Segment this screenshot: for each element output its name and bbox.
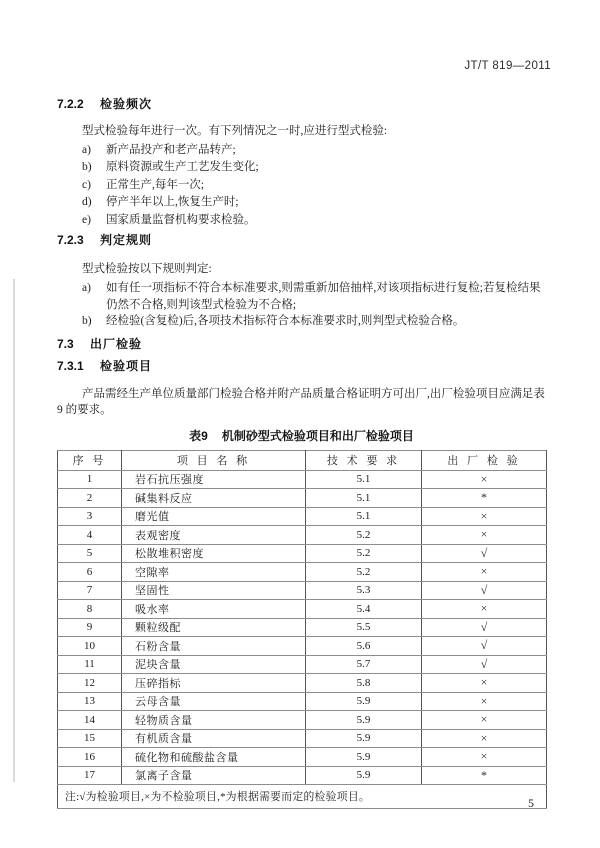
section-number: 7.2.2 xyxy=(57,97,84,111)
cell-factory: √ xyxy=(422,581,547,600)
cell-no: 17 xyxy=(58,766,122,785)
cell-name: 云母含量 xyxy=(122,692,306,711)
table-header-row xyxy=(58,450,547,470)
cell-req: 5.2 xyxy=(306,563,422,582)
cell-name: 坚固性 xyxy=(122,581,306,600)
cell-factory: × xyxy=(422,711,547,730)
section-title: 出厂检验 xyxy=(90,336,143,351)
cell-no: 11 xyxy=(58,655,122,674)
list-item-label: a) xyxy=(82,282,91,295)
list-item-label: b) xyxy=(82,315,92,328)
table-row xyxy=(58,507,547,526)
cell-req: 5.1 xyxy=(306,470,422,489)
cell-name: 磨光值 xyxy=(122,507,306,526)
section-heading-723 xyxy=(57,233,546,247)
cell-factory: × xyxy=(422,600,547,619)
table-note-row xyxy=(58,785,547,809)
section-heading-73 xyxy=(57,337,546,351)
list-item-text: 新产品投产和老产品转产; xyxy=(106,144,236,156)
cell-req: 5.1 xyxy=(306,489,422,508)
section-title: 检验频次 xyxy=(100,97,153,111)
cell-factory: × xyxy=(422,692,547,711)
cell-name: 氯离子含量 xyxy=(122,766,306,785)
cell-req: 5.7 xyxy=(306,655,422,674)
list-item-label: a) xyxy=(82,144,91,156)
table-row xyxy=(58,729,547,748)
section-title: 检验项目 xyxy=(100,358,153,373)
cell-req: 5.9 xyxy=(306,748,422,767)
column-header-no: 序 号 xyxy=(58,450,122,470)
cell-name: 吸水率 xyxy=(122,600,306,619)
cell-no: 5 xyxy=(58,544,122,563)
list-item xyxy=(82,280,546,313)
table-row xyxy=(58,600,547,619)
cell-factory: × xyxy=(422,507,547,526)
cell-no: 7 xyxy=(58,581,122,600)
list-item xyxy=(82,142,546,159)
list-item-text: 停产半年以上,恢复生产时; xyxy=(106,196,239,209)
cell-no: 6 xyxy=(58,563,122,582)
cell-req: 5.3 xyxy=(306,581,422,600)
cell-no: 16 xyxy=(58,748,122,767)
table-row xyxy=(58,637,547,656)
cell-no: 8 xyxy=(58,600,122,619)
cell-req: 5.1 xyxy=(306,507,422,526)
cell-factory: × xyxy=(422,563,547,582)
cell-no: 2 xyxy=(58,489,122,508)
cell-name: 硫化物和硫酸盐含量 xyxy=(122,748,306,767)
cell-req: 5.4 xyxy=(306,600,422,619)
table-row xyxy=(58,748,547,767)
table-row xyxy=(58,563,547,582)
column-header-name: 项 目 名 称 xyxy=(122,450,306,470)
list-item-label: c) xyxy=(82,178,91,191)
list-item-text: 国家质量监督机构要求检验。 xyxy=(106,213,256,226)
table-row xyxy=(58,711,547,730)
cell-name: 泥块含量 xyxy=(122,655,306,674)
cell-req: 5.9 xyxy=(306,729,422,748)
list-item-text: 原料资源或生产工艺发生变化; xyxy=(106,161,259,174)
section-722-intro: 型式检验每年进行一次。有下列情况之一时,应进行型式检验: xyxy=(82,125,388,137)
cell-factory: × xyxy=(422,729,547,748)
section-722-list xyxy=(82,142,546,229)
list-item-text: 如有任一项指标不符合本标准要求,则需重新加倍抽样,对该项指标进行复检;若复检结果仍然不合格,则判该型式检验为不合格; xyxy=(106,282,541,311)
list-item-text: 正常生产,每年一次; xyxy=(106,178,205,191)
cell-req: 5.8 xyxy=(306,674,422,693)
cell-name: 空隙率 xyxy=(122,563,306,582)
section-heading-731 xyxy=(57,359,546,373)
cell-req: 5.2 xyxy=(306,526,422,545)
cell-factory: √ xyxy=(422,637,547,656)
cell-factory: × xyxy=(422,674,547,693)
scan-artifact-line xyxy=(13,279,15,782)
table-caption-title: 机制砂型式检验项目和出厂检验项目 xyxy=(221,428,414,443)
cell-name: 岩石抗压强度 xyxy=(122,470,306,489)
cell-req: 5.5 xyxy=(306,618,422,637)
cell-factory: √ xyxy=(422,655,547,674)
cell-no: 14 xyxy=(58,711,122,730)
section-heading-722 xyxy=(57,97,546,111)
cell-req: 5.9 xyxy=(306,766,422,785)
section-731-paragraph: 产品需经生产单位质量部门检验合格并附产品质量合格证明方可出厂,出厂检验项目应满足表 9 的要求。 xyxy=(57,387,545,417)
cell-name: 有机质含量 xyxy=(122,729,306,748)
cell-no: 9 xyxy=(58,618,122,637)
cell-name: 轻物质含量 xyxy=(122,711,306,730)
cell-name: 颗粒级配 xyxy=(122,618,306,637)
cell-name: 压碎指标 xyxy=(122,674,306,693)
section-723-intro: 型式检验按以下规则判定: xyxy=(82,263,212,276)
list-item xyxy=(82,212,546,229)
page-number: 5 xyxy=(528,796,534,810)
cell-factory: × xyxy=(422,526,547,545)
section-number: 7.3.1 xyxy=(57,358,84,373)
cell-name: 石粉含量 xyxy=(122,637,306,656)
cell-name: 碱集料反应 xyxy=(122,489,306,508)
cell-req: 5.6 xyxy=(306,637,422,656)
section-title: 判定规则 xyxy=(100,233,153,248)
table-row xyxy=(58,489,547,508)
list-item-text: 经检验(含复检)后,各项技术指标符合本标准要求时,则判型式检验合格。 xyxy=(106,315,465,328)
table-row xyxy=(58,581,547,600)
list-item xyxy=(82,194,546,211)
standard-code: JT/T 819—2011 xyxy=(464,60,551,72)
cell-no: 4 xyxy=(58,526,122,545)
cell-name: 松散堆积密度 xyxy=(122,544,306,563)
cell-factory: √ xyxy=(422,618,547,637)
cell-no: 10 xyxy=(58,637,122,656)
table-note: 注:√为检验项目,×为不检验项目,*为根据需要而定的检验项目。 xyxy=(58,785,547,809)
cell-factory: × xyxy=(422,748,547,767)
cell-req: 5.9 xyxy=(306,692,422,711)
table-caption-label: 表9 xyxy=(189,428,208,443)
list-item-label: d) xyxy=(82,196,92,209)
column-header-req: 技 术 要 求 xyxy=(306,450,422,470)
cell-factory: * xyxy=(422,766,547,785)
cell-no: 13 xyxy=(58,692,122,711)
list-item xyxy=(82,177,546,194)
list-item xyxy=(82,313,546,330)
cell-req: 5.2 xyxy=(306,544,422,563)
cell-name: 表观密度 xyxy=(122,526,306,545)
cell-no: 1 xyxy=(58,470,122,489)
list-item-label: b) xyxy=(82,161,92,174)
table-row xyxy=(58,692,547,711)
table-row xyxy=(58,674,547,693)
table-caption xyxy=(57,429,546,443)
section-number: 7.2.3 xyxy=(57,233,84,248)
table-row xyxy=(58,655,547,674)
column-header-factory: 出 厂 检 验 xyxy=(422,450,547,470)
table-9 xyxy=(57,450,547,810)
cell-no: 3 xyxy=(58,507,122,526)
list-item-label: e) xyxy=(82,213,91,226)
table-row xyxy=(58,470,547,489)
section-number: 7.3 xyxy=(57,336,74,351)
table-row xyxy=(58,618,547,637)
cell-factory: √ xyxy=(422,544,547,563)
cell-factory: × xyxy=(422,470,547,489)
cell-no: 15 xyxy=(58,729,122,748)
cell-req: 5.9 xyxy=(306,711,422,730)
table-row xyxy=(58,544,547,563)
page-content xyxy=(57,97,546,809)
list-item xyxy=(82,159,546,176)
table-row xyxy=(58,766,547,785)
cell-factory: * xyxy=(422,489,547,508)
table-row xyxy=(58,526,547,545)
cell-no: 12 xyxy=(58,674,122,693)
section-723-list xyxy=(82,280,546,330)
